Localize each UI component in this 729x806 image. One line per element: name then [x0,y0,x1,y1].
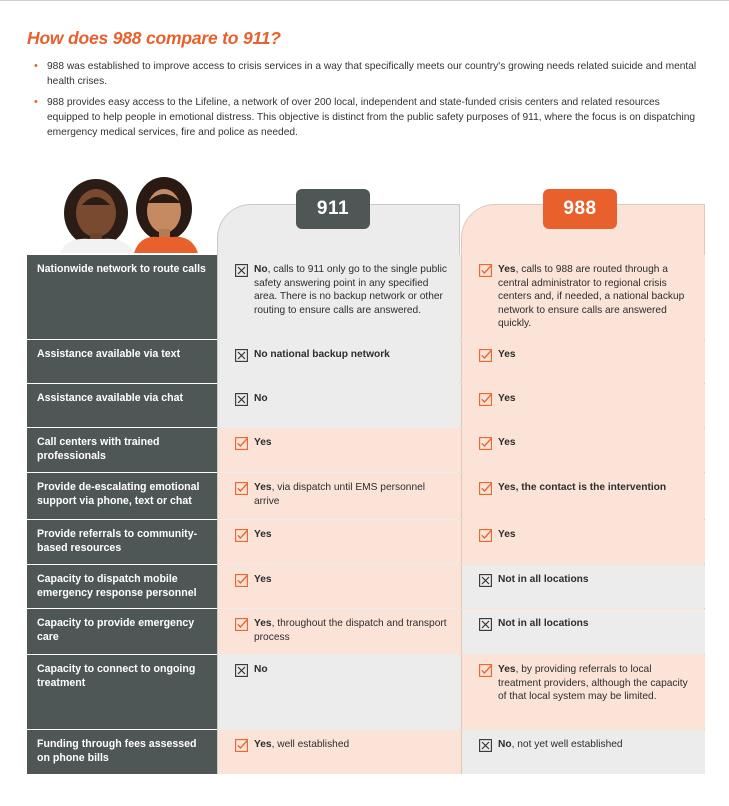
comparison-row [27,340,705,383]
cell-911 [218,428,461,472]
cell-detail: , not yet well established [511,739,623,750]
cell-detail: , throughout the dispatch and transport process [254,618,447,643]
comparison-row [27,730,705,774]
cell-988 [462,565,705,608]
comparison-row [27,255,705,339]
cell-911 [218,340,461,383]
x-box-icon [479,574,492,587]
cell-911 [218,384,461,427]
comparison-row [27,520,705,564]
cell-answer: Not in all locations [498,618,589,629]
x-box-icon [235,349,248,362]
cell-answer: No [254,264,268,275]
cell-answer: Yes [498,264,516,275]
cell-988 [462,520,705,564]
cell-answer: No national backup network [254,349,390,360]
row-label: Capacity to connect to ongoing treatment [27,655,217,729]
cell-911 [218,520,461,564]
bullet-item: • 988 provides easy access to the Lifeline, a network of over 200 local, independent and state-funded crisis centers and related resources equipped to help people in emotional distress. This objective is distinct from the public safety purposes of 911, where the focus is on dispatching emergency medical services, fire and police as needed. [34,95,704,140]
row-label: Provide referrals to community-based resources [27,520,217,564]
check-box-icon [479,482,492,495]
badge-911: 911 [296,189,370,229]
x-box-icon [479,739,492,752]
cell-answer: Yes [254,618,272,629]
cell-answer: Yes [498,437,516,448]
cell-answer: No [254,664,268,675]
bullet-item: • 988 was established to improve access to crisis services in a way that specifically meets our country's growing needs related suicide and mental health crises. [34,59,704,89]
row-label: Funding through fees assessed on phone bills [27,730,217,774]
row-label: Call centers with trained professionals [27,428,217,472]
cell-detail: , by providing referrals to local treatment providers, although the capacity of that local system may be limited. [498,664,688,702]
check-box-icon [235,482,248,495]
cell-answer: Yes [498,393,516,404]
cell-answer: Yes [254,482,272,493]
cell-911 [218,565,461,608]
cell-answer: Yes, the contact is the intervention [498,482,667,493]
comparison-row [27,655,705,729]
x-box-icon [235,664,248,677]
cell-answer: Yes [254,529,272,540]
cell-detail: , well established [271,739,350,750]
cell-detail: , calls to 988 are routed through a central administrator to regional crisis centers and, if needed, a national backup network to ensure calls are answered quickly. [498,264,685,329]
check-box-icon [235,529,248,542]
row-label: Capacity to dispatch mobile emergency response personnel [27,565,217,608]
people-illustration [46,175,216,253]
cell-911 [218,730,461,774]
cell-answer: Yes [498,529,516,540]
cell-detail: , calls to 911 only go to the single public safety answering point in any specified area. There is no backup network or other routing to ensure calls are answered. [254,264,447,316]
x-box-icon [235,393,248,406]
row-label: Nationwide network to route calls [27,255,217,339]
cell-911 [218,609,461,654]
intro-bullets [34,59,704,146]
page-title: How does 988 compare to 911? [27,28,281,48]
check-box-icon [479,529,492,542]
check-box-icon [235,437,248,450]
row-label: Provide de-escalating emotional support via phone, text or chat [27,473,217,519]
cell-answer: Yes [498,664,516,675]
cell-answer: Yes [498,349,516,360]
x-box-icon [235,264,248,277]
cell-answer: Yes [254,739,272,750]
check-box-icon [479,437,492,450]
cell-911 [218,655,461,729]
cell-911 [218,473,461,519]
comparison-row [27,473,705,519]
check-box-icon [479,393,492,406]
comparison-row [27,609,705,654]
x-box-icon [479,618,492,631]
cell-988 [462,609,705,654]
comparison-row [27,428,705,472]
cell-answer: Yes [254,437,272,448]
badge-988: 988 [543,189,617,229]
check-box-icon [479,664,492,677]
row-label: Assistance available via chat [27,384,217,427]
cell-988 [462,255,705,339]
cell-answer: No [498,739,512,750]
cell-988 [462,428,705,472]
check-box-icon [479,349,492,362]
cell-988 [462,340,705,383]
cell-detail: , via dispatch until EMS personnel arrive [254,482,426,507]
check-box-icon [235,618,248,631]
cell-911 [218,255,461,339]
check-box-icon [479,264,492,277]
check-box-icon [235,574,248,587]
row-label: Assistance available via text [27,340,217,383]
cell-988 [462,730,705,774]
cell-answer: Yes [254,574,272,585]
row-label: Capacity to provide emergency care [27,609,217,654]
comparison-row [27,384,705,427]
top-divider [0,0,729,1]
cell-988 [462,473,705,519]
cell-answer: No [254,393,268,404]
cell-answer: Not in all locations [498,574,589,585]
cell-988 [462,384,705,427]
comparison-row [27,565,705,608]
check-box-icon [235,739,248,752]
cell-988 [462,655,705,729]
